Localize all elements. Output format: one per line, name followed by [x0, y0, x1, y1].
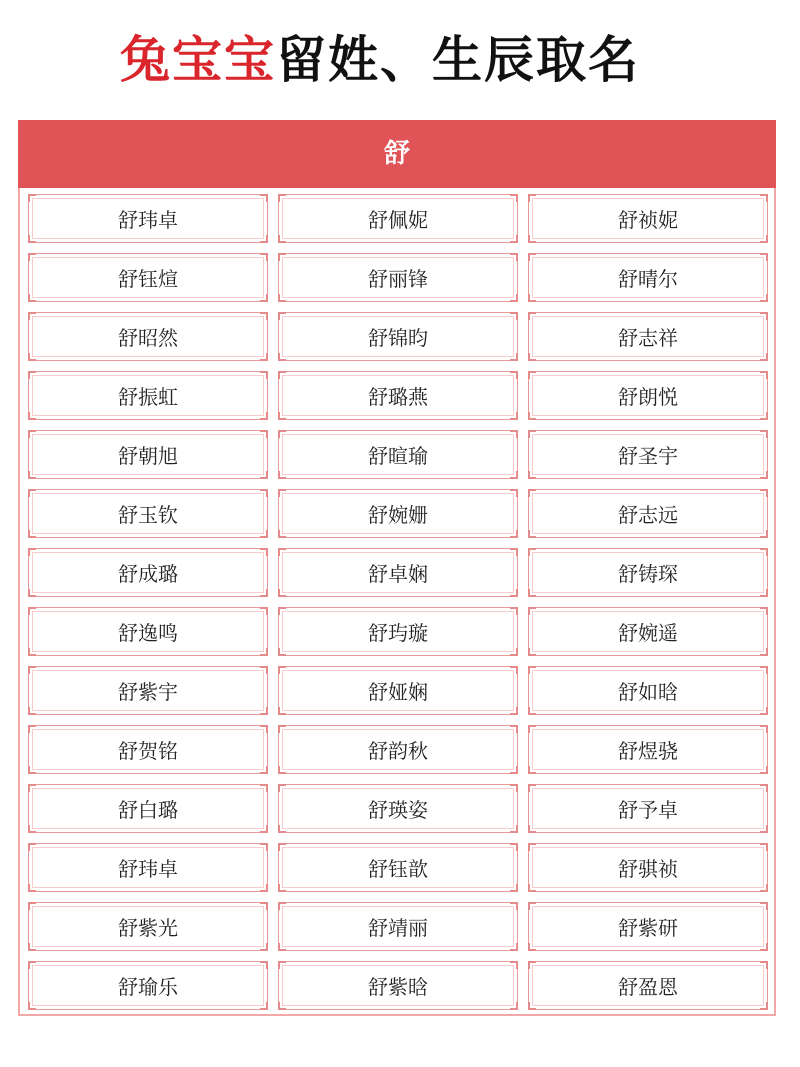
corner-ornament	[278, 607, 286, 615]
corner-ornament	[510, 725, 518, 733]
corner-ornament	[510, 766, 518, 774]
name-cell	[278, 312, 518, 361]
name-cell	[278, 371, 518, 420]
corner-ornament	[278, 884, 286, 892]
name-cell	[28, 607, 268, 656]
corner-ornament	[510, 707, 518, 715]
corner-ornament	[528, 589, 536, 597]
corner-ornament	[28, 235, 36, 243]
corner-ornament	[260, 961, 268, 969]
corner-ornament	[760, 607, 768, 615]
name-text: 舒晴尔	[618, 267, 678, 291]
corner-ornament	[510, 294, 518, 302]
name-cell	[278, 725, 518, 774]
corner-ornament	[528, 530, 536, 538]
corner-ornament	[510, 530, 518, 538]
corner-ornament	[28, 943, 36, 951]
name-text: 舒卓娴	[368, 562, 428, 586]
name-cell	[28, 253, 268, 302]
corner-ornament	[528, 312, 536, 320]
corner-ornament	[260, 589, 268, 597]
corner-ornament	[760, 884, 768, 892]
corner-ornament	[260, 725, 268, 733]
corner-ornament	[28, 884, 36, 892]
corner-ornament	[510, 412, 518, 420]
corner-ornament	[510, 471, 518, 479]
corner-ornament	[760, 1002, 768, 1010]
name-text: 舒逸鸣	[118, 621, 178, 645]
corner-ornament	[528, 489, 536, 497]
corner-ornament	[760, 666, 768, 674]
name-cell	[528, 489, 768, 538]
corner-ornament	[260, 766, 268, 774]
corner-ornament	[528, 430, 536, 438]
corner-ornament	[510, 235, 518, 243]
name-cell	[28, 548, 268, 597]
name-text: 舒盈恩	[618, 975, 678, 999]
corner-ornament	[278, 312, 286, 320]
corner-ornament	[760, 843, 768, 851]
corner-ornament	[28, 371, 36, 379]
name-text: 舒玮卓	[118, 857, 178, 881]
name-cell	[278, 607, 518, 656]
name-text: 舒韵秋	[368, 739, 428, 763]
name-cell	[528, 548, 768, 597]
corner-ornament	[760, 294, 768, 302]
corner-ornament	[28, 412, 36, 420]
corner-ornament	[260, 312, 268, 320]
corner-ornament	[760, 235, 768, 243]
corner-ornament	[28, 843, 36, 851]
corner-ornament	[28, 253, 36, 261]
corner-ornament	[278, 353, 286, 361]
name-cell	[28, 489, 268, 538]
corner-ornament	[28, 312, 36, 320]
name-cell	[528, 843, 768, 892]
corner-ornament	[260, 666, 268, 674]
corner-ornament	[278, 961, 286, 969]
corner-ornament	[528, 412, 536, 420]
corner-ornament	[260, 648, 268, 656]
corner-ornament	[510, 489, 518, 497]
corner-ornament	[760, 961, 768, 969]
corner-ornament	[528, 784, 536, 792]
corner-ornament	[260, 548, 268, 556]
name-cell	[28, 312, 268, 361]
name-cell	[528, 725, 768, 774]
name-text: 舒紫研	[618, 916, 678, 940]
corner-ornament	[260, 902, 268, 910]
name-cell	[528, 253, 768, 302]
name-text: 舒紫光	[118, 916, 178, 940]
corner-ornament	[260, 371, 268, 379]
corner-ornament	[28, 648, 36, 656]
name-cell	[528, 961, 768, 1010]
name-text: 舒予卓	[618, 798, 678, 822]
corner-ornament	[260, 825, 268, 833]
corner-ornament	[28, 707, 36, 715]
corner-ornament	[28, 471, 36, 479]
corner-ornament	[278, 666, 286, 674]
corner-ornament	[28, 725, 36, 733]
corner-ornament	[278, 530, 286, 538]
name-text: 舒祯妮	[618, 208, 678, 232]
corner-ornament	[528, 194, 536, 202]
name-text: 舒玮卓	[118, 208, 178, 232]
corner-ornament	[278, 1002, 286, 1010]
name-text: 舒玙璇	[368, 621, 428, 645]
corner-ornament	[260, 884, 268, 892]
corner-ornament	[528, 884, 536, 892]
corner-ornament	[278, 253, 286, 261]
corner-ornament	[528, 943, 536, 951]
corner-ornament	[528, 843, 536, 851]
corner-ornament	[510, 784, 518, 792]
corner-ornament	[28, 825, 36, 833]
corner-ornament	[760, 589, 768, 597]
title-highlight: 兔宝宝	[120, 31, 276, 89]
corner-ornament	[278, 371, 286, 379]
corner-ornament	[260, 430, 268, 438]
corner-ornament	[528, 725, 536, 733]
corner-ornament	[260, 353, 268, 361]
corner-ornament	[510, 607, 518, 615]
page-title	[0, 28, 760, 92]
name-text: 舒钰歆	[368, 857, 428, 881]
name-cell	[528, 902, 768, 951]
name-text: 舒佩妮	[368, 208, 428, 232]
corner-ornament	[510, 1002, 518, 1010]
corner-ornament	[510, 589, 518, 597]
corner-ornament	[260, 607, 268, 615]
corner-ornament	[260, 471, 268, 479]
name-text: 舒昭然	[118, 326, 178, 350]
corner-ornament	[260, 235, 268, 243]
name-text: 舒锦昀	[368, 326, 428, 350]
corner-ornament	[260, 194, 268, 202]
name-text: 舒靖丽	[368, 916, 428, 940]
corner-ornament	[278, 943, 286, 951]
corner-ornament	[278, 489, 286, 497]
corner-ornament	[760, 489, 768, 497]
name-cell	[278, 666, 518, 715]
corner-ornament	[278, 589, 286, 597]
name-text: 舒白璐	[118, 798, 178, 822]
corner-ornament	[528, 825, 536, 833]
names-grid	[28, 194, 768, 1010]
name-cell	[28, 666, 268, 715]
name-text: 舒成璐	[118, 562, 178, 586]
corner-ornament	[260, 253, 268, 261]
corner-ornament	[760, 825, 768, 833]
name-text: 舒志祥	[618, 326, 678, 350]
name-text: 舒瑛姿	[368, 798, 428, 822]
name-cell	[278, 489, 518, 538]
corner-ornament	[278, 707, 286, 715]
corner-ornament	[510, 843, 518, 851]
name-text: 舒骐祯	[618, 857, 678, 881]
name-cell	[278, 961, 518, 1010]
name-text: 舒志远	[618, 503, 678, 527]
corner-ornament	[760, 902, 768, 910]
corner-ornament	[528, 607, 536, 615]
name-text: 舒朝旭	[118, 444, 178, 468]
corner-ornament	[528, 666, 536, 674]
name-text: 舒瑜乐	[118, 975, 178, 999]
corner-ornament	[510, 648, 518, 656]
name-text: 舒朗悦	[618, 385, 678, 409]
corner-ornament	[760, 648, 768, 656]
name-cell	[28, 194, 268, 243]
title-rest: 留姓、生辰取名	[276, 31, 640, 89]
corner-ornament	[28, 607, 36, 615]
corner-ornament	[510, 253, 518, 261]
name-text: 舒紫宇	[118, 680, 178, 704]
corner-ornament	[528, 707, 536, 715]
corner-ornament	[760, 548, 768, 556]
name-cell	[28, 784, 268, 833]
name-cell	[528, 430, 768, 479]
corner-ornament	[760, 766, 768, 774]
corner-ornament	[28, 194, 36, 202]
corner-ornament	[528, 235, 536, 243]
corner-ornament	[278, 471, 286, 479]
corner-ornament	[28, 784, 36, 792]
corner-ornament	[278, 784, 286, 792]
name-text: 舒婉姗	[368, 503, 428, 527]
name-text: 舒铸琛	[618, 562, 678, 586]
corner-ornament	[760, 194, 768, 202]
corner-ornament	[510, 825, 518, 833]
name-text: 舒紫晗	[368, 975, 428, 999]
corner-ornament	[278, 902, 286, 910]
corner-ornament	[28, 589, 36, 597]
corner-ornament	[528, 1002, 536, 1010]
corner-ornament	[260, 1002, 268, 1010]
name-cell	[28, 371, 268, 420]
name-cell	[528, 312, 768, 361]
corner-ornament	[760, 530, 768, 538]
corner-ornament	[260, 530, 268, 538]
corner-ornament	[760, 707, 768, 715]
name-cell	[28, 902, 268, 951]
name-cell	[28, 725, 268, 774]
name-text: 舒振虹	[118, 385, 178, 409]
corner-ornament	[278, 412, 286, 420]
name-cell	[528, 371, 768, 420]
name-text: 舒璐燕	[368, 385, 428, 409]
corner-ornament	[510, 884, 518, 892]
corner-ornament	[510, 548, 518, 556]
corner-ornament	[760, 312, 768, 320]
corner-ornament	[278, 294, 286, 302]
name-cell	[528, 607, 768, 656]
corner-ornament	[760, 430, 768, 438]
name-cell	[28, 843, 268, 892]
corner-ornament	[28, 353, 36, 361]
corner-ornament	[510, 312, 518, 320]
name-text: 舒婉遥	[618, 621, 678, 645]
name-cell	[278, 430, 518, 479]
corner-ornament	[510, 961, 518, 969]
corner-ornament	[260, 412, 268, 420]
corner-ornament	[760, 412, 768, 420]
name-text: 舒玉钦	[118, 503, 178, 527]
corner-ornament	[278, 648, 286, 656]
corner-ornament	[278, 725, 286, 733]
corner-ornament	[528, 961, 536, 969]
corner-ornament	[28, 961, 36, 969]
name-cell	[278, 902, 518, 951]
corner-ornament	[28, 430, 36, 438]
corner-ornament	[510, 902, 518, 910]
name-cell	[28, 961, 268, 1010]
name-text: 舒圣宇	[618, 444, 678, 468]
corner-ornament	[278, 235, 286, 243]
name-text: 舒丽锋	[368, 267, 428, 291]
corner-ornament	[760, 725, 768, 733]
corner-ornament	[510, 430, 518, 438]
name-text: 舒煜骁	[618, 739, 678, 763]
corner-ornament	[28, 666, 36, 674]
name-cell	[278, 548, 518, 597]
corner-ornament	[278, 430, 286, 438]
corner-ornament	[510, 371, 518, 379]
name-text: 舒如晗	[618, 680, 678, 704]
corner-ornament	[528, 766, 536, 774]
name-cell	[278, 843, 518, 892]
corner-ornament	[760, 371, 768, 379]
corner-ornament	[760, 471, 768, 479]
name-text: 舒娅娴	[368, 680, 428, 704]
corner-ornament	[278, 766, 286, 774]
name-cell	[528, 666, 768, 715]
corner-ornament	[510, 666, 518, 674]
name-cell	[278, 253, 518, 302]
corner-ornament	[528, 371, 536, 379]
name-cell	[528, 784, 768, 833]
corner-ornament	[528, 902, 536, 910]
name-cell	[528, 194, 768, 243]
corner-ornament	[28, 489, 36, 497]
corner-ornament	[510, 943, 518, 951]
corner-ornament	[528, 353, 536, 361]
name-cell	[28, 430, 268, 479]
corner-ornament	[28, 548, 36, 556]
corner-ornament	[28, 294, 36, 302]
corner-ornament	[760, 253, 768, 261]
corner-ornament	[260, 707, 268, 715]
corner-ornament	[510, 194, 518, 202]
corner-ornament	[760, 784, 768, 792]
corner-ornament	[528, 471, 536, 479]
corner-ornament	[278, 843, 286, 851]
name-text: 舒钰煊	[118, 267, 178, 291]
corner-ornament	[528, 648, 536, 656]
corner-ornament	[760, 943, 768, 951]
corner-ornament	[260, 943, 268, 951]
surname-header: 舒	[18, 120, 776, 188]
corner-ornament	[28, 1002, 36, 1010]
name-text: 舒暄瑜	[368, 444, 428, 468]
corner-ornament	[260, 294, 268, 302]
corner-ornament	[260, 784, 268, 792]
name-text: 舒贺铭	[118, 739, 178, 763]
corner-ornament	[278, 825, 286, 833]
corner-ornament	[28, 766, 36, 774]
name-cell	[278, 784, 518, 833]
corner-ornament	[260, 489, 268, 497]
corner-ornament	[528, 548, 536, 556]
corner-ornament	[278, 548, 286, 556]
corner-ornament	[528, 253, 536, 261]
corner-ornament	[510, 353, 518, 361]
corner-ornament	[28, 530, 36, 538]
corner-ornament	[528, 294, 536, 302]
corner-ornament	[260, 843, 268, 851]
corner-ornament	[760, 353, 768, 361]
name-cell	[278, 194, 518, 243]
corner-ornament	[278, 194, 286, 202]
corner-ornament	[28, 902, 36, 910]
